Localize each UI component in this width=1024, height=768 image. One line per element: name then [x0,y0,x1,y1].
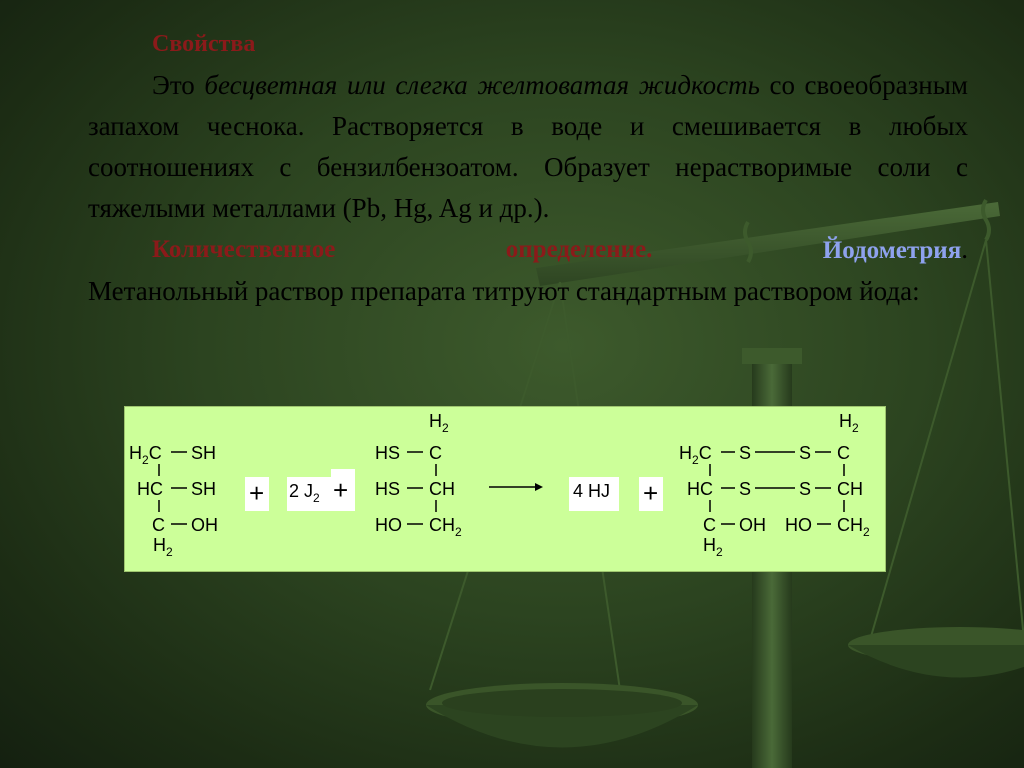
plus-sign-2: + [333,475,349,505]
method-label [823,229,968,271]
section-heading: Свойства [152,31,256,57]
m1-r1-left: H [129,443,142,463]
reagent-sub: 2 [313,491,320,505]
product-molecule [679,411,870,559]
p-s3: S [739,479,752,499]
quantitative-determination-line [88,229,968,271]
p-l-r1: H [679,443,692,463]
plus-sign-3: + [643,478,659,508]
p-top-h: H [839,411,852,431]
p-s1: S [739,443,752,463]
m1-r1-right: SH [191,443,217,463]
titration-paragraph: Метанольный раствор препарата титруют стандартным раствором йода: [88,276,920,306]
p-s2: S [799,443,812,463]
m2-r2-c: CH [429,479,455,499]
p-r-r3-ho: HO [785,515,812,535]
p-top-h-sub: 2 [852,421,859,435]
reactant-molecule-1 [129,443,218,559]
svg-text:H2 [153,535,173,559]
p-l-r2: HC [687,479,713,499]
reagent-label: 2 J [289,481,314,501]
svg-text:CH2 [837,515,870,539]
product-acid: 4 HJ [573,481,611,501]
m2-r1-left: HS [375,443,401,463]
p-r-r3-ch: CH [837,515,863,535]
properties-italic: бесцветная или слегка желтоватая жидкость [204,70,760,100]
p-l-r3-c: C [703,515,716,535]
quant-word2: определение. [505,236,653,263]
m2-r3-c: CH [429,515,455,535]
m1-r4-h-sub: 2 [166,545,173,559]
m1-r3-right: OH [191,515,218,535]
svg-text:H2C [679,443,712,467]
plus-sign-1: + [249,478,265,508]
m2-r3-c-sub: 2 [455,525,462,539]
svg-text:H2C [129,443,162,467]
method-dot: . [961,234,968,264]
m1-r3-c: C [152,515,165,535]
p-l-r1-sub: 2 [692,453,699,467]
quant-word1: Количественное [152,236,336,263]
p-r-r2: CH [837,479,863,499]
m2-r1-c: C [429,443,442,463]
p-r-r3-sub: 2 [863,525,870,539]
p-bottom-h-sub: 2 [716,545,723,559]
m2-top-h-sub: 2 [442,421,449,435]
p-bottom-h: H [703,535,716,555]
svg-text:H2 [839,411,859,435]
m2-r2-left: HS [375,479,401,499]
m2-top-h: H [429,411,442,431]
m1-r2-left: HC [137,479,163,499]
p-r-r1-c: C [837,443,850,463]
m1-r2-right: SH [191,479,217,499]
p-s4: S [799,479,812,499]
text-block [88,24,968,312]
svg-text:H2 [703,535,723,559]
p-l-r1-c: C [698,443,712,463]
svg-text:H2 [429,411,449,435]
properties-lead: Это [152,70,205,100]
p-l-r3-oh: OH [739,515,766,535]
svg-text:CH2 [429,515,462,539]
m1-r1-c: C [148,443,162,463]
method-name: Йодометрия [822,237,962,264]
properties-rest: со своеобразным запахом чеснока. Растворяется в воде и смешивается в любых соотношениях с бензилбензоатом. Образует нерастворимые соли с тяжелыми металлами (Pb, Hg, Ag и др.). [88,70,968,223]
m2-r3-left: HO [375,515,402,535]
reactant-molecule-2 [375,411,462,539]
m1-r4-h: H [153,535,166,555]
reaction-equation [124,406,886,572]
m1-r1-left-sub: 2 [142,453,149,467]
properties-paragraph [88,65,968,229]
